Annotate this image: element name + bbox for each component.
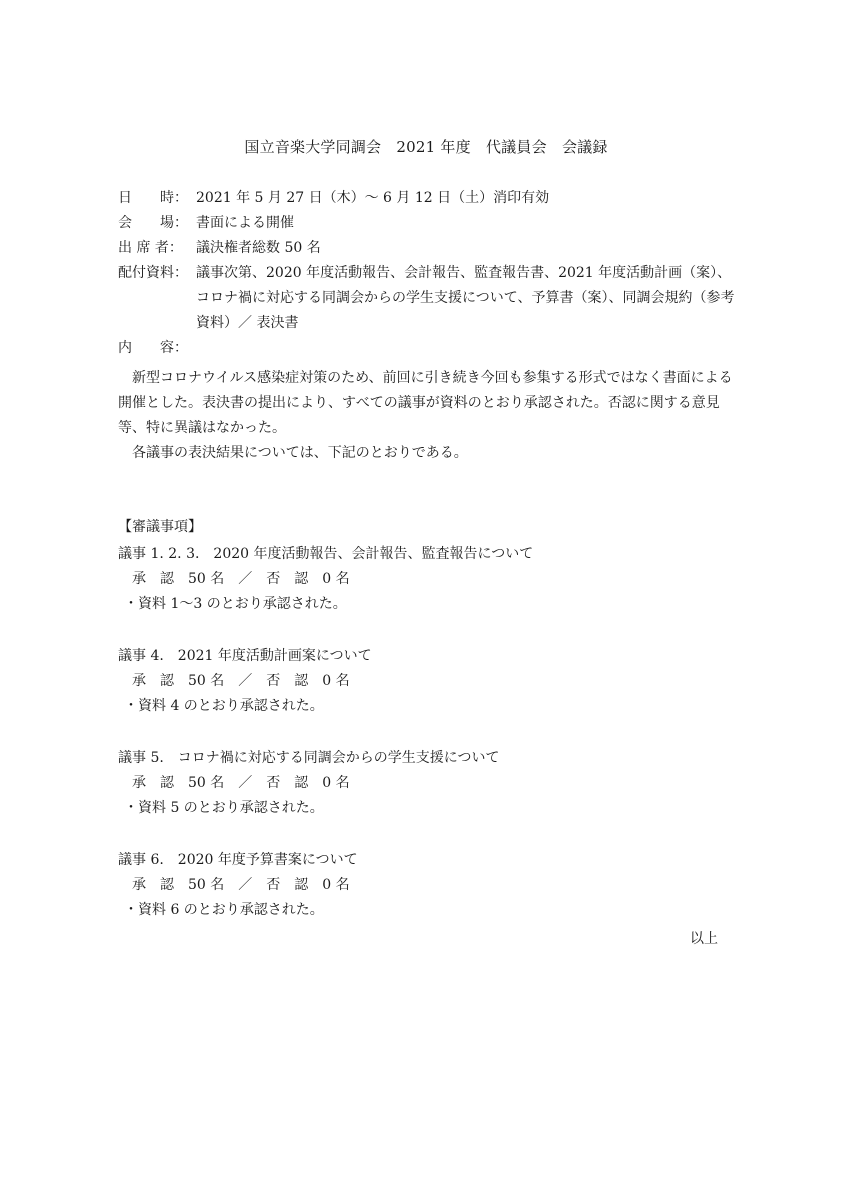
info-value: 議事次第、2020 年度活動報告、会計報告、監査報告書、2021 年度活動計画（案）、コロナ禍に対応する同調会からの学生支援について、予算書（案）、同調会規約（参考資料）／ 表決書 [196,265,735,331]
agenda-item [118,746,738,821]
agenda-item [118,848,738,923]
section-heading: 【審議事項】 [118,519,202,535]
info-row-content [118,336,738,361]
closing-text: 以上 [690,931,718,947]
info-row-venue [118,211,738,236]
agenda-item-note: ・資料 6 のとおり承認された。 [124,902,324,918]
body-paragraph: 各議事の表決結果については、下記のとおりである。 [132,445,468,461]
info-value: 2021 年 5 月 27 日（木）～ 6 月 12 日（土）消印有効 [196,190,550,206]
agenda-item-votes: 承 認 50 名 ／ 否 認 0 名 [132,571,350,587]
body-paragraph: 新型コロナウイルス感染症対策のため、前回に引き続き今回も参集する形式ではなく書面による開催とした。表決書の提出により、すべての議事が資料のとおり承認された。否認に関する意見等、特に異議はなかった。 [118,370,733,436]
agenda-item-votes: 承 認 50 名 ／ 否 認 0 名 [132,673,350,689]
info-label: 会 場： [118,215,188,231]
info-row-datetime [118,186,738,211]
agenda-item-title: 議事 6. 2020 年度予算書案について [118,852,358,868]
meeting-info [118,186,738,361]
agenda-item-note: ・資料 5 のとおり承認された。 [124,800,324,816]
agenda-item-title: 議事 5. コロナ禍に対応する同調会からの学生支援について [118,750,500,766]
agenda-item-note: ・資料 1～3 のとおり承認された。 [124,596,347,612]
agenda-item-note: ・資料 4 のとおり承認された。 [124,698,324,714]
info-row-attendees [118,236,738,261]
agenda-item-votes: 承 認 50 名 ／ 否 認 0 名 [132,775,350,791]
agenda-item [118,542,738,617]
content-body [118,366,738,466]
info-value: 議決権者総数 50 名 [196,240,321,256]
agenda-items [118,515,738,950]
info-label: 内 容： [118,340,188,356]
agenda-item-title: 議事 1. 2. 3. 2020 年度活動報告、会計報告、監査報告について [118,546,534,562]
info-label: 配付資料： [118,265,188,281]
info-label: 日 時： [118,190,188,206]
agenda-item-title: 議事 4. 2021 年度活動計画案について [118,648,372,664]
document-title: 国立音楽大学同調会 2021 年度 代議員会 会議録 [244,138,608,156]
info-value: 書面による開催 [196,215,294,231]
agenda-item [118,644,738,719]
info-row-materials [118,261,738,336]
info-label: 出 席 者： [118,240,183,256]
agenda-item-votes: 承 認 50 名 ／ 否 認 0 名 [132,877,350,893]
